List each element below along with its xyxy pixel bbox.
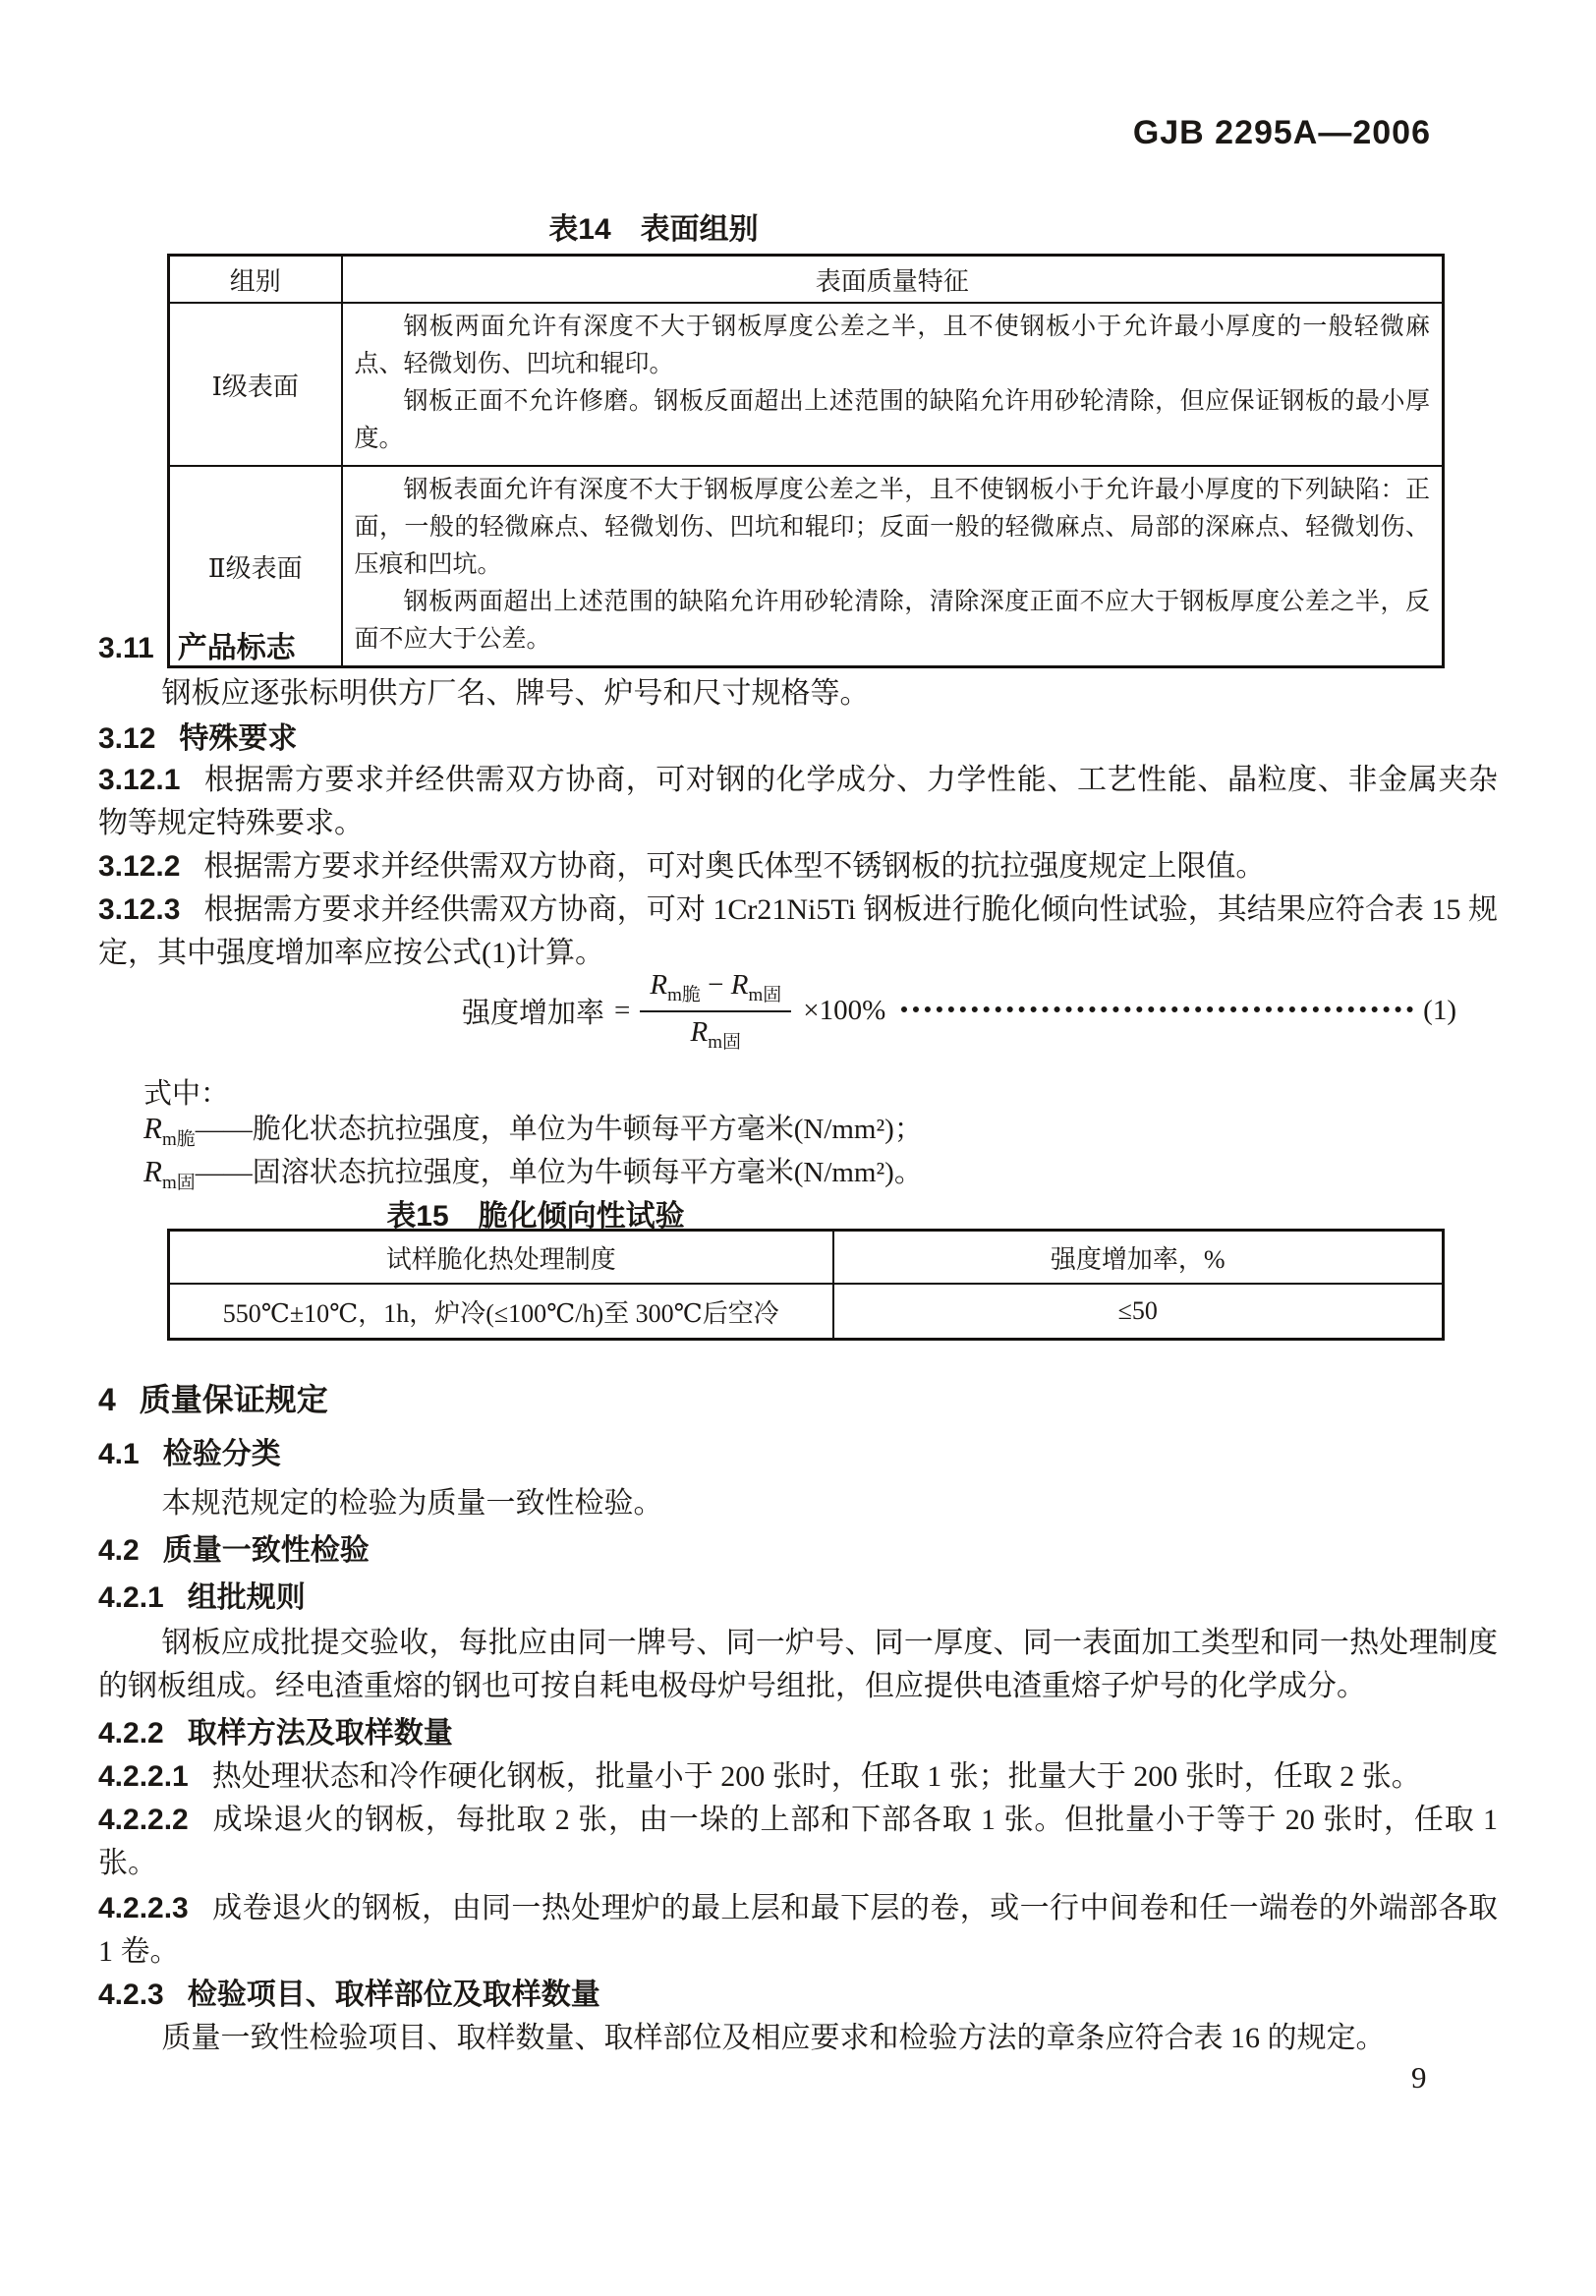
table-row [169, 1284, 1444, 1340]
times-100-percent: ×100% [803, 995, 886, 1027]
table14-row1-feature [342, 303, 1444, 466]
page-number: 9 [1411, 2060, 1427, 2095]
definition-text: ——脆化状态抗拉强度，单位为牛顿每平方毫米(N/mm²)； [195, 1114, 923, 1145]
clause-text: 热处理状态和冷作硬化钢板，批量小于 200 张时，任取 1 张；批量大于 200 张时，任取 2 张。 [211, 1760, 1421, 1793]
clause-title: 质量一致性检验 [162, 1534, 370, 1567]
paragraph-4-2-2-2 [98, 1799, 1498, 1885]
feature-paragraph: 钢板正面不允许修磨。钢板反面超出上述范围的缺陷允许用砂轮清除，但应保证钢板的最小厚度。 [354, 388, 1430, 452]
clause-text: 根据需方要求并经供需双方协商，可对奥氏体型不锈钢板的抗拉强度规定上限值。 [203, 850, 1266, 883]
paragraph-3-12-2 [98, 845, 1498, 889]
fraction-numerator [640, 969, 791, 1012]
formula-strength-increase-rate [462, 969, 1456, 1054]
fraction [640, 969, 791, 1054]
fraction-denominator [640, 1012, 791, 1054]
heading-4-2-2 [98, 1712, 1498, 1755]
table-row [169, 303, 1444, 466]
table15-cell-regime: 550℃±10℃，1h，炉冷(≤100℃/h)至 300℃后空冷 [169, 1284, 833, 1340]
standard-number: GJB 2295A—2006 [1132, 114, 1431, 151]
heading-4-2-3 [98, 1974, 1498, 2017]
subscript-brittle: m脆 [161, 1128, 196, 1150]
clause-title: 检验分类 [162, 1438, 281, 1470]
paragraph-4-2-2-1 [98, 1755, 1498, 1799]
table15-col2: 强度增加率，% [833, 1231, 1444, 1285]
table14-surface-groups [167, 254, 1445, 668]
subscript-solid: m固 [708, 1031, 742, 1053]
table15-embrittlement-test [167, 1229, 1445, 1341]
symbol-R: R [143, 1111, 162, 1145]
clause-number: 4.2.2 [98, 1717, 164, 1750]
paragraph-3-12-1 [98, 759, 1498, 845]
dotted-leader [901, 1006, 1413, 1012]
symbol-R: R [730, 969, 749, 1001]
clause-text: 成卷退火的钢板，由同一热处理炉的最上层和最下层的卷，或一行中间卷和任一端卷的外端部各取 1 卷。 [98, 1892, 1498, 1968]
where-label: 式中： [143, 1078, 230, 1110]
subscript-brittle: m脆 [667, 984, 701, 1005]
formula-lhs: 强度增加率 [462, 998, 605, 1030]
symbol-R: R [143, 1154, 162, 1188]
table14-caption: 表14 表面组别 [548, 213, 759, 246]
feature-paragraph: 钢板表面允许有深度不大于钢板厚度公差之半，且不使钢板小于允许最小厚度的下列缺陷：正面，一般的轻微麻点、轻微划伤、凹坑和辊印；反面一般的轻微麻点、局部的深麻点、轻微划伤、压痕和凹坑。 [354, 477, 1430, 578]
clause-number: 3.12.3 [98, 893, 181, 926]
clause-number: 4.2.2.2 [98, 1804, 189, 1836]
table15-col1: 试样脆化热处理制度 [169, 1231, 833, 1285]
table15-caption: 表15 脆化倾向性试验 [386, 1200, 685, 1233]
clause-number: 4.2.2.1 [98, 1760, 189, 1793]
clause-title: 质量保证规定 [139, 1382, 328, 1417]
paragraph-4-2-2-3 [98, 1887, 1498, 1974]
feature-paragraph: 钢板两面允许有深度不大于钢板厚度公差之半，且不使钢板小于允许最小厚度的一般轻微麻点、轻微划伤、凹坑和辊印。 [354, 314, 1430, 377]
heading-4 [98, 1378, 1498, 1421]
clause-title: 组批规则 [187, 1581, 306, 1614]
minus-sign: − [708, 969, 724, 1001]
paragraph-3-12-3 [98, 889, 1498, 975]
equation-number: (1) [1423, 995, 1456, 1027]
heading-4-2 [98, 1529, 1498, 1573]
heading-4-1 [98, 1433, 1498, 1476]
definition-text: ——固溶状态抗拉强度，单位为牛顿每平方毫米(N/mm²)。 [195, 1157, 923, 1188]
symbol-R: R [650, 969, 668, 1001]
paragraph-3-11: 钢板应逐张标明供方厂名、牌号、炉号和尺寸规格等。 [161, 677, 870, 710]
clause-text: 成垛退火的钢板，每批取 2 张，由一垛的上部和下部各取 1 张。但批量小于等于 20 张时，任取 1 张。 [98, 1804, 1498, 1879]
clause-number: 4 [98, 1382, 116, 1417]
definition-rm-brittle [143, 1107, 923, 1151]
clause-number: 3.12.1 [98, 764, 181, 796]
table14-header-row [169, 256, 1444, 304]
table15-cell-rate: ≤50 [833, 1284, 1444, 1340]
table14-col-feature: 表面质量特征 [342, 256, 1444, 304]
paragraph-4-1: 本规范规定的检验为质量一致性检验。 [161, 1487, 663, 1520]
subscript-solid: m固 [748, 984, 782, 1005]
clause-title: 检验项目、取样部位及取样数量 [187, 1979, 600, 2011]
clause-number: 4.2.3 [98, 1979, 164, 2011]
clause-text: 根据需方要求并经供需双方协商，可对钢的化学成分、力学性能、工艺性能、晶粒度、非金属夹杂物等规定特殊要求。 [98, 764, 1498, 839]
definition-rm-solid [143, 1150, 923, 1194]
paragraph-4-2-1: 钢板应成批提交验收，每批应由同一牌号、同一炉号、同一厚度、同一表面加工类型和同一热处理制度的钢板组成。经电渣重熔的钢也可按自耗电极母炉号组批，但应提供电渣重熔子炉号的化学成分。 [98, 1627, 1498, 1702]
clause-number: 3.12 [98, 722, 156, 755]
table15-header-row [169, 1231, 1444, 1285]
feature-paragraph: 钢板两面超出上述范围的缺陷允许用砂轮清除，清除深度正面不应大于钢板厚度公差之半，反面不应大于公差。 [354, 589, 1430, 653]
heading-3-12 [98, 718, 1498, 761]
heading-3-11 [98, 627, 1498, 670]
subscript-solid: m固 [161, 1172, 196, 1193]
clause-number: 4.1 [98, 1438, 140, 1470]
symbol-R: R [690, 1015, 709, 1048]
clause-title: 特殊要求 [179, 722, 298, 755]
table14-col-group: 组别 [169, 256, 342, 304]
clause-number: 3.12.2 [98, 850, 181, 883]
table14-row1-group: Ⅰ级表面 [169, 303, 342, 466]
heading-4-2-1 [98, 1577, 1498, 1620]
clause-title: 取样方法及取样数量 [187, 1717, 453, 1750]
clause-number: 3.11 [98, 632, 154, 664]
table14-row2-group: Ⅱ级表面 [169, 466, 342, 667]
clause-number: 4.2.1 [98, 1581, 164, 1614]
paragraph-4-2-3: 质量一致性检验项目、取样数量、取样部位及相应要求和检验方法的章条应符合表 16 的规定。 [161, 2022, 1386, 2054]
equals-sign: = [614, 995, 631, 1027]
clause-number: 4.2 [98, 1534, 140, 1567]
clause-number: 4.2.2.3 [98, 1892, 189, 1924]
clause-title: 产品标志 [177, 632, 296, 664]
clause-text: 根据需方要求并经供需双方协商，可对 1Cr21Ni5Ti 钢板进行脆化倾向性试验，其结果应符合表 15 规定，其中强度增加率应按公式(1)计算。 [98, 893, 1498, 969]
